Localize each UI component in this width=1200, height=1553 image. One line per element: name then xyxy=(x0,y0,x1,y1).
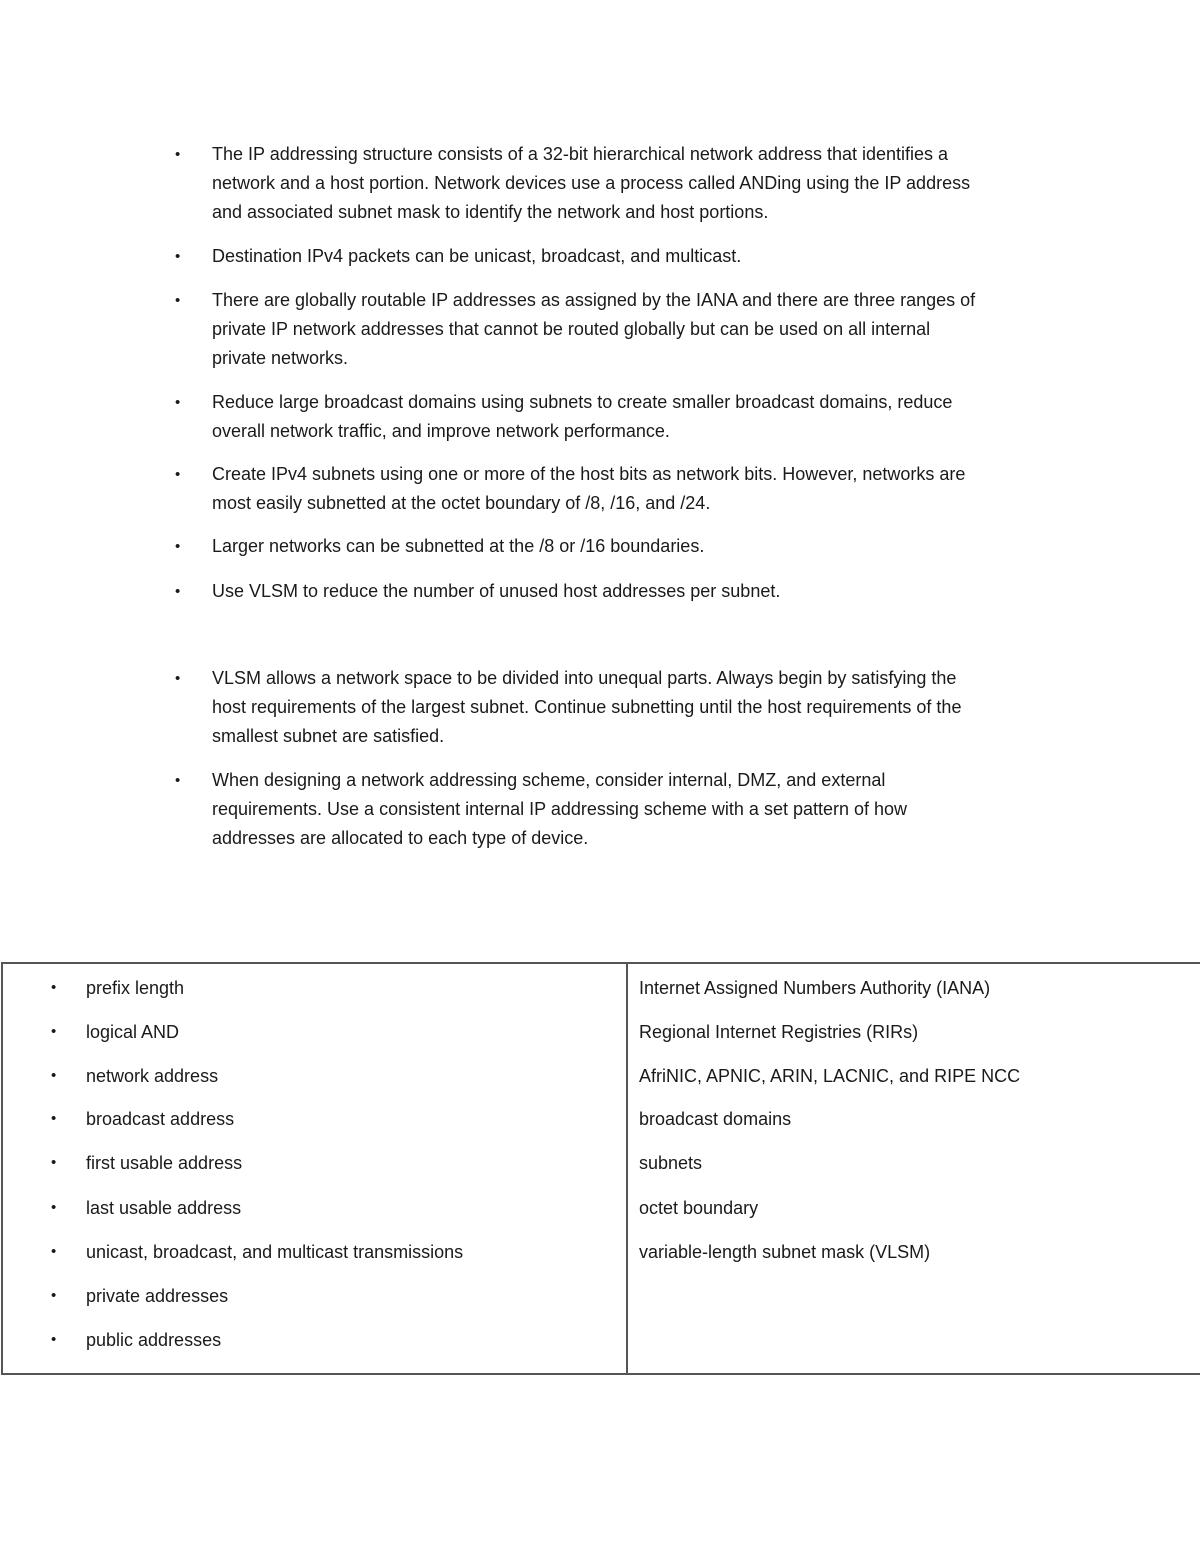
bullet-icon: • xyxy=(175,583,181,600)
right-term: subnets xyxy=(639,1153,703,1173)
bullet-icon: • xyxy=(51,979,57,996)
right-term: octet boundary xyxy=(639,1198,759,1218)
bullet-icon: • xyxy=(175,538,181,555)
bullet-icon: • xyxy=(175,292,181,309)
left-term: last usable address xyxy=(86,1198,242,1218)
bullet-icon: • xyxy=(51,1243,57,1260)
bullet-icon: • xyxy=(51,1287,57,1304)
right-term: broadcast domains xyxy=(639,1109,792,1129)
left-term: network address xyxy=(86,1066,219,1086)
left-term: public addresses xyxy=(86,1330,222,1350)
left-term: prefix length xyxy=(86,978,185,998)
left-term: logical AND xyxy=(86,1022,180,1042)
bullet-icon: • xyxy=(51,1154,57,1171)
bullet-text: Use VLSM to reduce the number of unused host addresses per subnet. xyxy=(212,581,781,601)
bullet-text: Create IPv4 subnets using one or more of the host bits as network bits. However, networks are most easily subnetted at the octet boundary of /8, /16, and /24. xyxy=(212,464,966,513)
bullet-text: Larger networks can be subnetted at the /8 or /16 boundaries. xyxy=(212,536,705,556)
bullet-text: There are globally routable IP addresses as assigned by the IANA and there are three ranges of private IP network addresses that cannot be routed globally but can be used on all internal private networks. xyxy=(212,290,976,368)
bullet-text: Reduce large broadcast domains using subnets to create smaller broadcast domains, reduce overall network traffic, and improve network performance. xyxy=(212,392,953,441)
key-terms-table xyxy=(1,962,1200,1375)
bullet-icon: • xyxy=(51,1331,57,1348)
right-term: AfriNIC, APNIC, ARIN, LACNIC, and RIPE NCC xyxy=(639,1066,1021,1086)
bullet-icon: • xyxy=(175,394,181,411)
bullet-icon: • xyxy=(51,1110,57,1127)
column-divider xyxy=(626,964,628,1373)
bullet-icon: • xyxy=(51,1199,57,1216)
bullet-text: VLSM allows a network space to be divided into unequal parts. Always begin by satisfying the host requirements of the largest subnet. Continue subnetting until the host requirements of the smallest subnet are satisfied. xyxy=(212,668,962,746)
bullet-icon: • xyxy=(175,466,181,483)
bullet-text: Destination IPv4 packets can be unicast, broadcast, and multicast. xyxy=(212,246,742,266)
bullet-icon: • xyxy=(175,772,181,789)
left-term: unicast, broadcast, and multicast transmissions xyxy=(86,1242,464,1262)
right-term: Internet Assigned Numbers Authority (IANA) xyxy=(639,978,991,998)
right-term: variable-length subnet mask (VLSM) xyxy=(639,1242,931,1262)
bullet-icon: • xyxy=(175,248,181,265)
bullet-icon: • xyxy=(175,146,181,163)
left-term: first usable address xyxy=(86,1153,243,1173)
left-term: broadcast address xyxy=(86,1109,235,1129)
bullet-text: The IP addressing structure consists of a 32-bit hierarchical network address that identifies a network and a host portion. Network devices use a process called ANDing using the IP address and associated subnet mask to identify the network and host portions. xyxy=(212,144,971,222)
left-term: private addresses xyxy=(86,1286,229,1306)
bullet-icon: • xyxy=(51,1067,57,1084)
bullet-text: When designing a network addressing scheme, consider internal, DMZ, and external requirements. Use a consistent internal IP addressing scheme with a set pattern of how addresses are allocated to each type of device. xyxy=(212,770,908,848)
bullet-icon: • xyxy=(51,1023,57,1040)
right-term: Regional Internet Registries (RIRs) xyxy=(639,1022,919,1042)
bullet-icon: • xyxy=(175,670,181,687)
